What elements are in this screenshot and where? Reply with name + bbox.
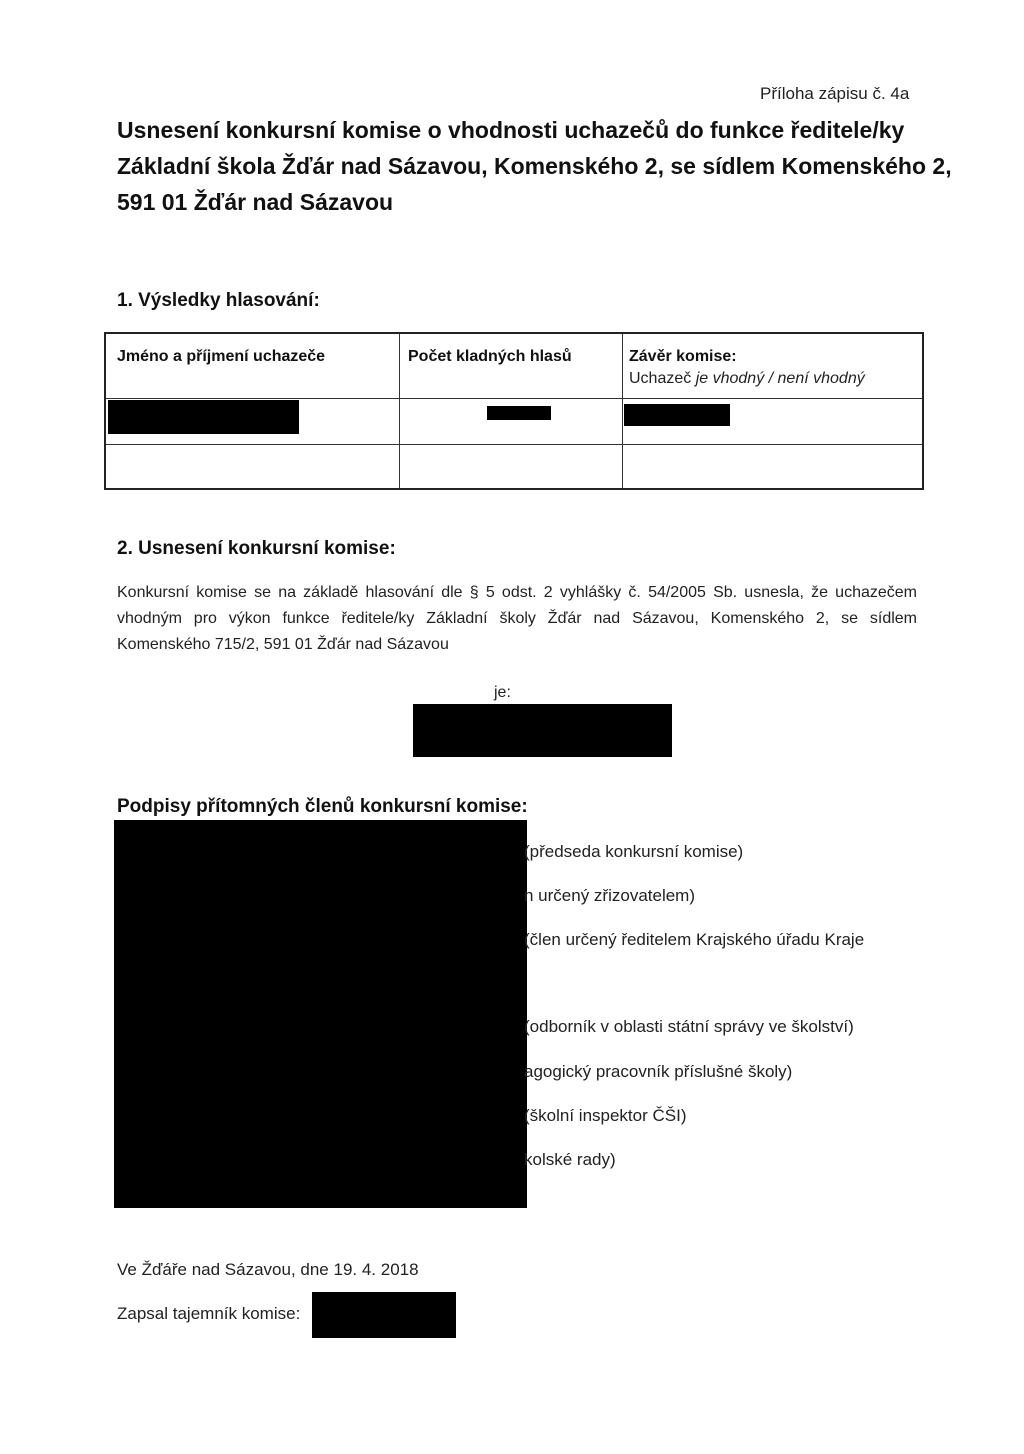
table-divider bbox=[106, 444, 922, 445]
redacted-candidate-name bbox=[108, 400, 299, 434]
resolution-je: je: bbox=[494, 684, 511, 701]
role-education-expert: (odborník v oblasti státní správy ve školství) bbox=[524, 1017, 854, 1036]
title-line-1: Usnesení konkursní komise o vhodnosti uchazečů do funkce ředitele/ky bbox=[117, 117, 905, 143]
role-founder-member: n určený zřizovatelem) bbox=[524, 886, 696, 905]
title-line-2: Základní škola Žďár nad Sázavou, Komenského 2, se sídlem Komenského 2, bbox=[117, 153, 952, 179]
table-divider bbox=[106, 398, 922, 399]
table-divider bbox=[622, 334, 623, 488]
section-2-heading: 2. Usnesení konkursní komise: bbox=[117, 538, 396, 559]
redacted-conclusion bbox=[624, 404, 730, 426]
conclusion-sub-options: je vhodný / není vhodný bbox=[695, 370, 865, 387]
title-line-3: 591 01 Žďár nad Sázavou bbox=[117, 189, 394, 215]
signatures-heading: Podpisy přítomných členů konkursní komise: bbox=[117, 796, 528, 817]
role-teacher: agogický pracovník příslušné školy) bbox=[524, 1062, 793, 1081]
document-title bbox=[117, 112, 952, 220]
column-header-votes: Počet kladných hlasů bbox=[408, 348, 572, 365]
redacted-clerk-signature bbox=[312, 1292, 456, 1338]
column-header-name: Jméno a příjmení uchazeče bbox=[117, 348, 326, 365]
role-school-board: kolské rady) bbox=[524, 1150, 616, 1169]
column-header-conclusion-sub bbox=[629, 370, 865, 388]
section-1-heading: 1. Výsledky hlasování: bbox=[117, 290, 320, 311]
clerk-label: Zapsal tajemník komise: bbox=[117, 1304, 301, 1323]
role-chairman: (předseda konkursní komise) bbox=[524, 842, 744, 861]
voting-results-table bbox=[104, 332, 924, 490]
table-divider bbox=[399, 334, 400, 488]
redacted-selected-candidate bbox=[413, 704, 672, 757]
column-header-conclusion: Závěr komise: bbox=[629, 348, 737, 365]
role-inspector: (školní inspektor ČŠI) bbox=[524, 1106, 687, 1125]
place-and-date: Ve Žďáře nad Sázavou, dne 19. 4. 2018 bbox=[117, 1260, 419, 1279]
redacted-vote-count bbox=[487, 406, 551, 420]
redacted-signatures bbox=[114, 820, 527, 1208]
conclusion-sub-prefix: Uchazeč bbox=[629, 370, 696, 387]
role-regional-member: (člen určený ředitelem Krajského úřadu Kraje bbox=[524, 930, 865, 949]
resolution-paragraph: Konkursní komise se na základě hlasování dle § 5 odst. 2 vyhlášky č. 54/2005 Sb. usnesla, že uchazečem vhodným pro výkon funkce ředitele/ky Základní školy Žďár nad Sázavou, Komenského 2, se sídlem Komenského 715/2, 591 01 Žďár nad Sázavou bbox=[117, 584, 917, 653]
annex-label: Příloha zápisu č. 4a bbox=[760, 84, 910, 103]
